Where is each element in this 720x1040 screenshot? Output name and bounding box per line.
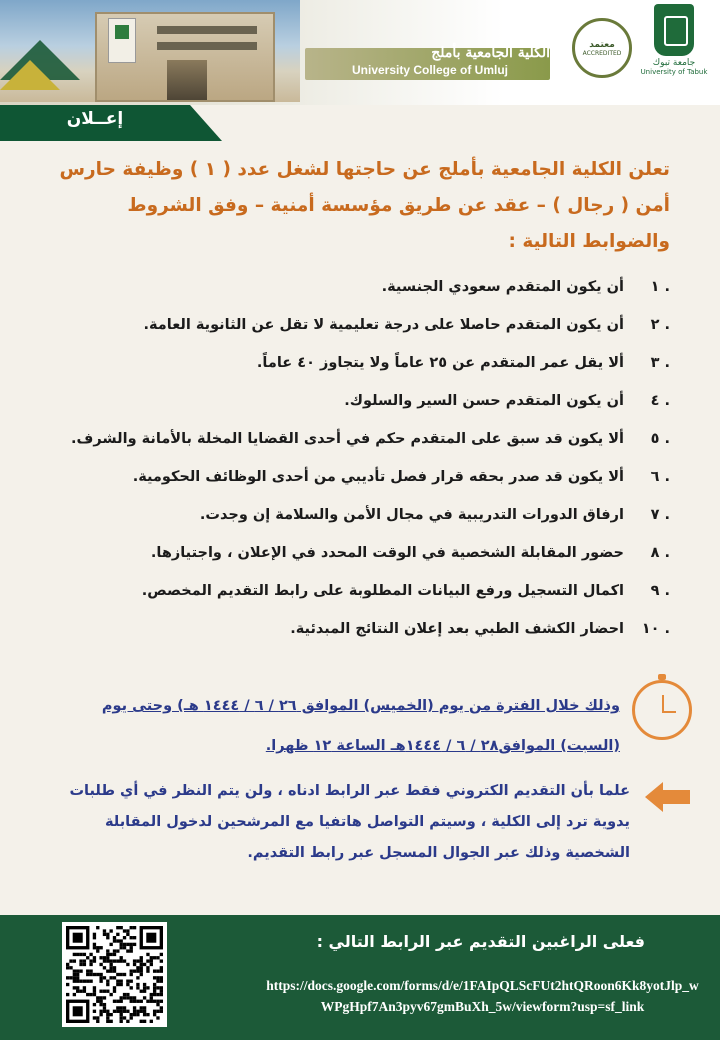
list-item [60,534,670,572]
list-item [60,382,670,420]
header-banner [0,0,720,105]
accredited-seal-en: ACCREDITED [582,49,622,57]
college-name-ar: الكلية الجامعية بأملج [431,45,550,61]
list-item [60,496,670,534]
requirement-number: ٦ . [650,469,670,485]
list-item [60,420,670,458]
accredited-seal-ar: معتمد [589,39,615,50]
application-period-text: وذلك خلال الفترة من يوم (الخميس) الموافق ٢٦ / ٦ / ١٤٤٤ هـ) وحتى يوم (السبت) الموافق٢٨ / ٦ / ١٤٤٤هـ الساعة ١٢ ظهرا. [101,698,620,754]
requirement-number: ٥ . [650,431,670,447]
requirement-number: ٩ . [650,583,670,599]
requirement-text: أن يكون المتقدم حسن السير والسلوك. [344,393,624,409]
qr-code[interactable] [62,922,167,1027]
list-item [60,610,670,648]
clock-icon [632,680,692,740]
list-item [60,458,670,496]
requirements-list [60,268,670,648]
tabuk-logo [640,4,708,86]
intro-text: تعلن الكلية الجامعية بأملج عن حاجتها لشغل عدد ( ١ ) وظيفة حارس أمن ( رجال ) – عقد عن طريق مؤسسة أمنية – وفق الشروط والضوابط التالية : [59,159,670,252]
arrow-left-icon [645,782,690,812]
requirement-text: ألا يكون قد صدر بحقه قرار فصل تأديبي من أحدى الوظائف الحكومية. [132,469,624,485]
online-only-note: علما بأن التقديم الكتروني فقط عبر الرابط ادناه ، ولن يتم النظر في أي طلبات يدوية ترد إلى الكلية ، وسيتم التواصل هاتفيا مع المرشحين لدخول المقابلة الشخصية وذلك عبر الجوال المسجل عبر رابط التقديم. [69,783,630,861]
requirement-text: ألا يكون قد سبق على المتقدم حكم في أحدى القضايا المخلة بالأمانة والشرف. [71,431,624,447]
qr-code-pattern [66,926,163,1023]
requirement-number: ١ . [650,279,670,295]
accredited-seal [572,18,632,78]
list-item [60,572,670,610]
list-item [60,306,670,344]
announcement-label: إعــلان [66,109,124,129]
requirement-text: أن يكون المتقدم سعودي الجنسية. [381,279,624,295]
requirement-text: احضار الكشف الطبي بعد إعلان النتائج المبدئية. [290,621,624,637]
requirement-number: ١٠ . [641,621,670,637]
tabuk-name-ar: جامعة تبوك [652,58,696,68]
requirement-text: اكمال التسجيل ورفع البيانات المطلوبة على رابط التقديم المخصص. [141,583,624,599]
list-item [60,344,670,382]
tabuk-logo-mark [654,4,694,56]
requirement-text: حضور المقابلة الشخصية في الوقت المحدد في الإعلان ، واجتيازها. [150,545,624,561]
college-name-en: University College of Umluj [351,63,509,77]
requirement-number: ٢ . [650,317,670,333]
requirement-text: أن يكون المتقدم حاصلا على درجة تعليمية لا تقل عن الثانوية العامة. [143,317,624,333]
requirement-number: ٤ . [650,393,670,409]
tabuk-name-en: University of Tabuk [640,68,708,76]
requirement-text: ألا يقل عمر المتقدم عن ٢٥ عاماً ولا يتجاوز ٤٠ عاماً. [256,355,624,371]
application-link[interactable]: https://docs.google.com/forms/d/e/1FAIpQLScFUt2htQRoon6Kk8yotJlp_wWPgHpf7An3pyv67gmBuXh_5w/viewform?usp=sf_link [266,978,699,1014]
footer-title: فعلى الراغبين التقديم عبر الرابط التالي : [316,932,645,951]
list-item [60,268,670,306]
requirement-number: ٨ . [650,545,670,561]
requirement-text: ارفاق الدورات التدريبية في مجال الأمن والسلامة إن وجدت. [199,507,624,523]
requirement-number: ٣ . [650,355,670,371]
college-building-photo [0,0,300,102]
requirement-number: ٧ . [650,507,670,523]
